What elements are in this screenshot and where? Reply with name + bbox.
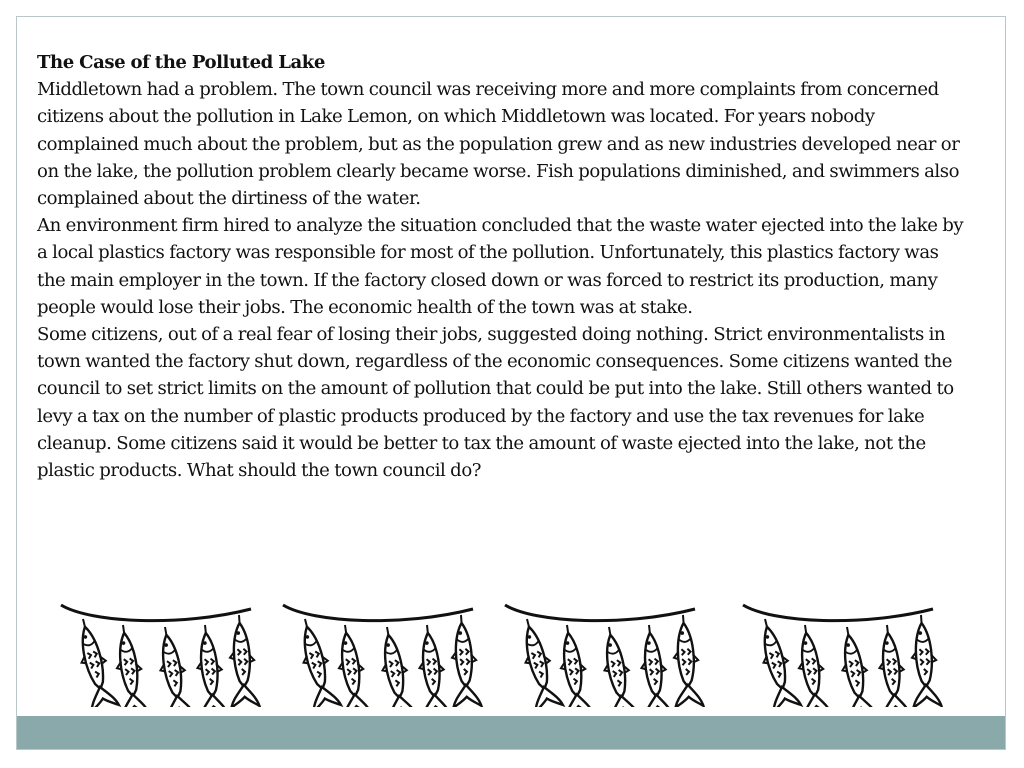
paragraph-1: Middletown had a problem. The town council was receiving more and more complaints from concerned citizens about the pollution in Lake Lemon, on which Middletown was located. For years nobody complained much about the problem, but as the population grew and as new industries developed near or on the lake, the pollution problem clearly became worse. Fish populations diminished, and swimmers also complained about the dirtiness of the water. — [37, 79, 960, 210]
paragraph-3: Some citizens, out of a real fear of losing their jobs, suggested doing nothing. Strict environmentalists in town wanted the factory shut down, regardless of the economic consequences. Some citizens wanted the council to set strict limits on the amount of pollution that could be put into the lake. Still others wanted to levy a tax on the number of plastic products produced by the factory and use the tax revenues for lake cleanup. Some citizens said it would be better to tax the amount of waste ejected into the lake, not the plastic products. What should the town council do? — [37, 324, 954, 482]
hanging-fish-strings-icon — [57, 597, 957, 707]
document-title: The Case of the Polluted Lake — [37, 52, 325, 73]
footer-bar — [17, 716, 1005, 749]
text-block — [37, 49, 967, 484]
slide-frame — [16, 16, 1006, 750]
paragraph-2: An environment firm hired to analyze the situation concluded that the waste water ejected into the lake by a local plastics factory was responsible for most of the pollution. Unfortunately, this plastics factory was the main employer in the town. If the factory closed down or was forced to restrict its production, many people would lose their jobs. The economic health of the town was at stake. — [37, 215, 964, 318]
